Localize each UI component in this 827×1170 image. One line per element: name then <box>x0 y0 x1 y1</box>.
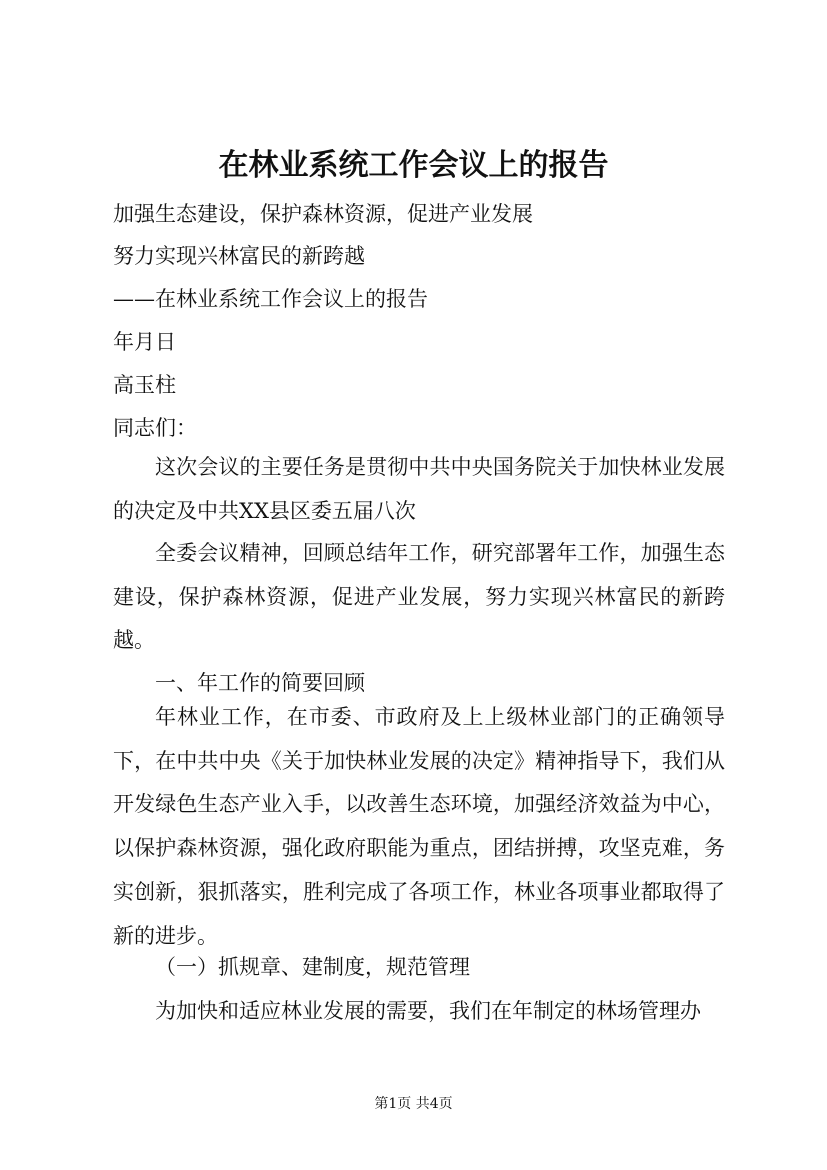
body-paragraph: 全委会议精神，回顾总结年工作，研究部署年工作，加强生态建设，保护森林资源，促进产业发展，努力实现兴林富民的新跨越。 <box>113 541 725 653</box>
page-footer: 第1页 共4页 <box>374 1096 453 1112</box>
subsection-heading: （一）抓规章、建制度，规范管理 <box>155 955 470 979</box>
subtitle-line: 努力实现兴林富民的新跨越 <box>113 244 365 268</box>
section-heading: 一、年工作的简要回顾 <box>155 671 365 695</box>
subtitle-line: 加强生态建设，保护森林资源，促进产业发展 <box>113 202 533 226</box>
document-title: 在林业系统工作会议上的报告 <box>218 148 609 183</box>
body-paragraph: 这次会议的主要任务是贯彻中共中央国务院关于加快林业发展的决定及中共XX县区委五届八次 <box>113 455 725 523</box>
body-paragraph: 年林业工作，在市委、市政府及上上级林业部门的正确领导下，在中共中央《关于加快林业发展的决定》精神指导下，我们从开发绿色生态产业入手，以改善生态环境，加强经济效益为中心，以保护森林资源，强化政府职能为重点，团结拼搏，攻坚克难，务实创新，狠抓落实，胜利完成了各项工作，林业各项事业都取得了新的进步。 <box>113 705 725 948</box>
author-name: 高玉柱 <box>113 373 176 397</box>
body-paragraph: 为加快和适应林业发展的需要，我们在年制定的林场管理办 <box>155 999 701 1023</box>
report-subtitle: ——在林业系统工作会议上的报告 <box>113 287 428 311</box>
salutation: 同志们： <box>113 416 197 440</box>
date-line: 年月日 <box>113 330 176 354</box>
